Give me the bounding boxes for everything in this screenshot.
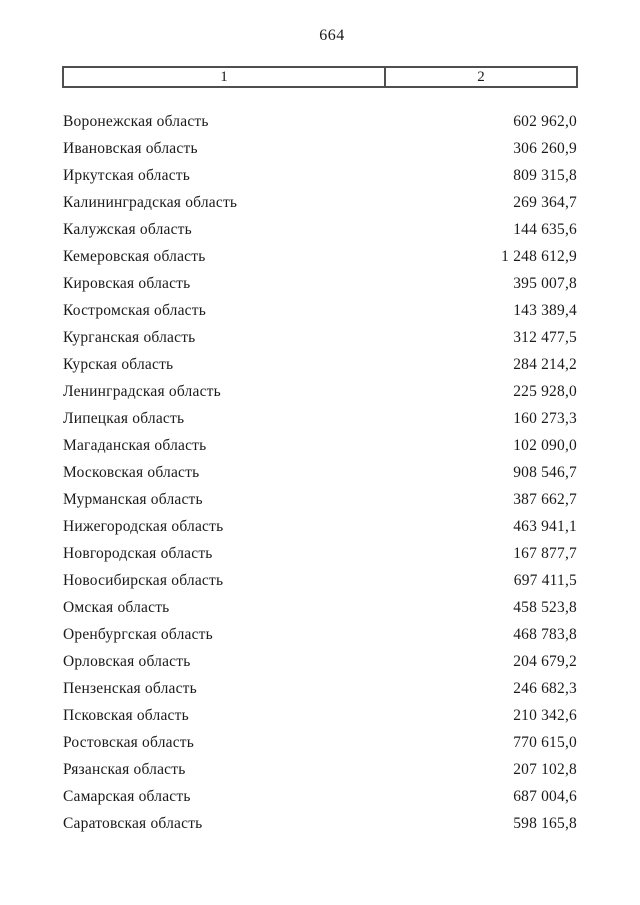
table-column-header [62, 66, 578, 88]
region-name: Курганская область [63, 328, 196, 346]
region-value: 598 165,8 [513, 814, 577, 832]
table-row [63, 594, 577, 621]
region-name: Курская область [63, 355, 174, 373]
table-row [63, 567, 577, 594]
region-value: 697 411,5 [513, 571, 577, 589]
region-value: 160 273,3 [513, 409, 577, 427]
region-name: Орловская область [63, 652, 191, 670]
region-value: 269 364,7 [513, 193, 577, 211]
table-row [63, 378, 577, 405]
region-value: 458 523,8 [513, 598, 577, 616]
table-row [63, 216, 577, 243]
region-value: 1 248 612,9 [501, 247, 577, 265]
table-row [63, 270, 577, 297]
table-row [63, 432, 577, 459]
table-row [63, 162, 577, 189]
table-row [63, 243, 577, 270]
region-name: Нижегородская область [63, 517, 224, 535]
region-name: Липецкая область [63, 409, 185, 427]
region-value: 395 007,8 [513, 274, 577, 292]
region-name: Новгородская область [63, 544, 213, 562]
region-value: 306 260,9 [513, 139, 577, 157]
region-name: Псковская область [63, 706, 189, 724]
table-row [63, 621, 577, 648]
table-row [63, 783, 577, 810]
region-value: 908 546,7 [513, 463, 577, 481]
region-name: Ивановская область [63, 139, 198, 157]
table-row [63, 459, 577, 486]
region-name: Самарская область [63, 787, 191, 805]
region-value: 687 004,6 [513, 787, 577, 805]
region-name: Кировская область [63, 274, 191, 292]
region-value: 210 342,6 [513, 706, 577, 724]
region-name: Магаданская область [63, 436, 207, 454]
region-value: 246 682,3 [513, 679, 577, 697]
table-row [63, 324, 577, 351]
region-name: Рязанская область [63, 760, 186, 778]
table-row [63, 729, 577, 756]
table-row [63, 108, 577, 135]
region-value: 225 928,0 [513, 382, 577, 400]
region-value: 167 877,7 [513, 544, 577, 562]
region-value: 463 941,1 [513, 517, 577, 535]
region-value: 143 389,4 [513, 301, 577, 319]
region-name: Новосибирская область [63, 571, 224, 589]
region-value: 204 679,2 [513, 652, 577, 670]
table-row [63, 135, 577, 162]
region-value: 602 962,0 [513, 112, 577, 130]
table-row [63, 648, 577, 675]
region-name: Московская область [63, 463, 200, 481]
region-name: Ленинградская область [63, 382, 221, 400]
region-name: Иркутская область [63, 166, 191, 184]
region-value: 284 214,2 [513, 355, 577, 373]
region-value: 387 662,7 [513, 490, 577, 508]
region-name: Оренбургская область [63, 625, 213, 643]
region-value: 770 615,0 [513, 733, 577, 751]
table-row [63, 810, 577, 837]
region-name: Саратовская область [63, 814, 203, 832]
region-name: Омская область [63, 598, 170, 616]
table-row [63, 486, 577, 513]
table-row [63, 540, 577, 567]
region-value: 809 315,8 [513, 166, 577, 184]
region-name: Ростовская область [63, 733, 195, 751]
table-row [63, 189, 577, 216]
region-name: Мурманская область [63, 490, 203, 508]
table-row [63, 756, 577, 783]
page-number: 664 [319, 27, 345, 44]
region-value: 102 090,0 [513, 436, 577, 454]
table-body [63, 108, 577, 837]
region-name: Калужская область [63, 220, 192, 238]
region-value: 468 783,8 [513, 625, 577, 643]
region-name: Костромская область [63, 301, 207, 319]
region-value: 312 477,5 [513, 328, 577, 346]
table-row [63, 675, 577, 702]
table-row [63, 297, 577, 324]
table-row [63, 405, 577, 432]
region-name: Пензенская область [63, 679, 197, 697]
table-row [63, 351, 577, 378]
region-value: 144 635,6 [513, 220, 577, 238]
region-name: Кемеровская область [63, 247, 206, 265]
column-header-1: 1 [64, 68, 386, 86]
column-header-2: 2 [477, 68, 485, 85]
region-name: Воронежская область [63, 112, 209, 130]
table-row [63, 702, 577, 729]
region-name: Калининградская область [63, 193, 238, 211]
region-value: 207 102,8 [513, 760, 577, 778]
table-row [63, 513, 577, 540]
